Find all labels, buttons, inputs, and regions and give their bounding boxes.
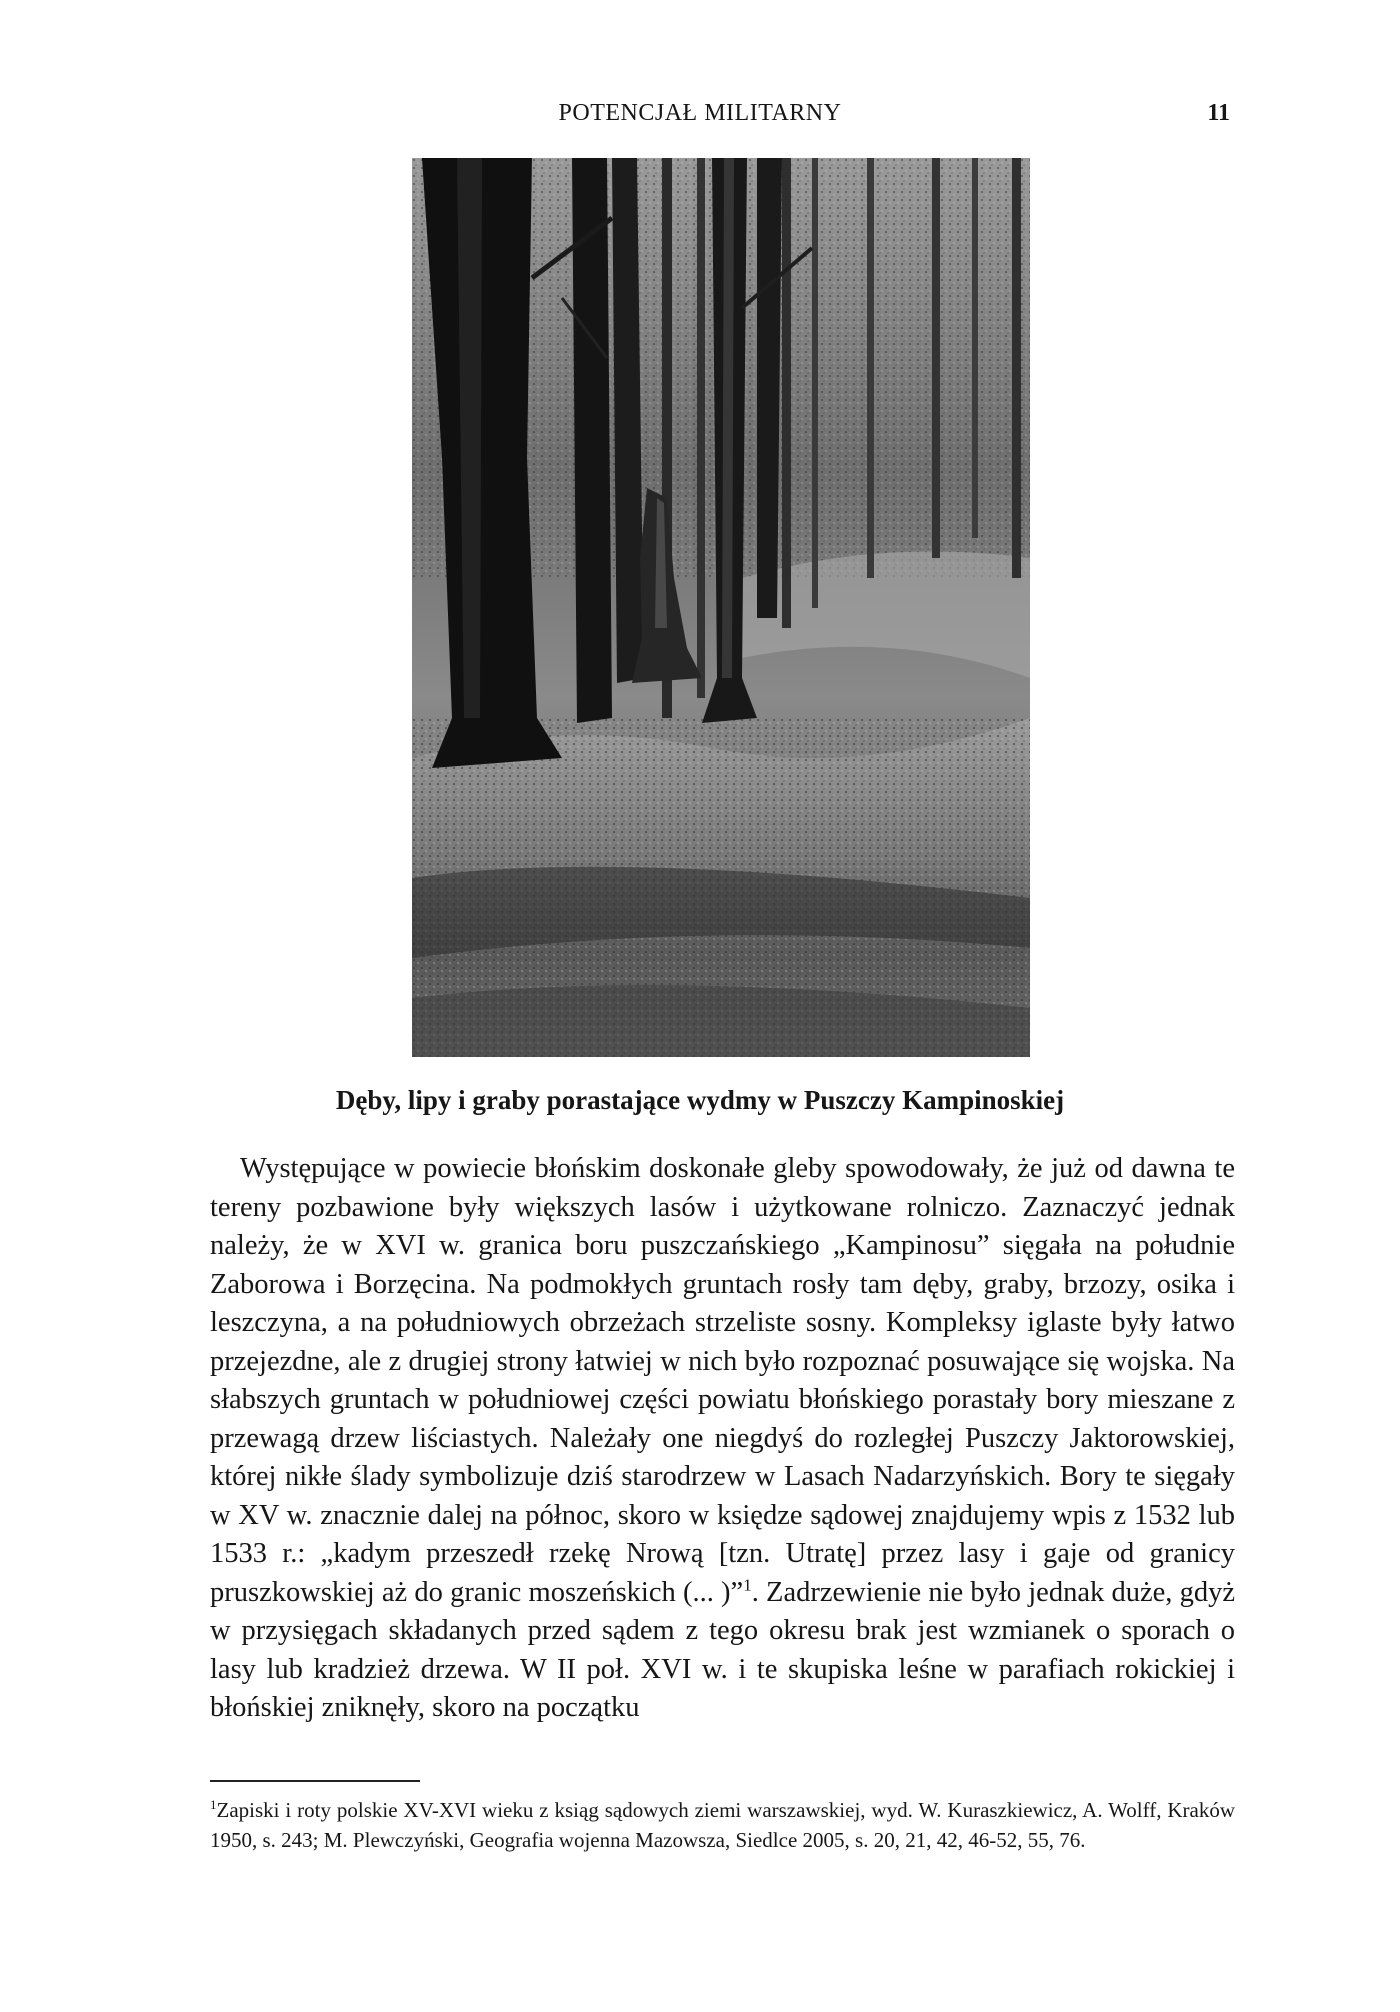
footnote-reference: 1 xyxy=(743,1575,752,1594)
paragraph-text: Występujące w powiecie błońskim doskonałe gleby spowodowały, że już od dawna te tereny pozbawione były większych lasów i użytkowane rolniczo. Zaznaczyć jednak należy, że w XVI w. granica boru puszczańskiego „Kampinosu” sięgała na południe Zaborowa i Borzęcina. Na podmokłych gruntach rosły tam dęby, graby, brzozy, osika i leszczyna, a na południowych obrzeżach strzeliste sosny. Kompleksy iglaste były łatwo przejezdne, ale z drugiej strony łatwiej w nich było rozpoznać posuwające się wojska. Na słabszych gruntach w południowej części powiatu błońskiego porastały bory mieszane z przewagą drzew liściastych. Należały one niegdyś do rozległej Puszczy Jaktorowskiej, której nikłe ślady symbolizuje dziś starodrzew w Lasach Nadarzyńskich. Bory te sięgały w XV w. znacznie dalej na północ, skoro w księdze sądowej znajdujemy wpis z 1532 lub 1533 r.: „kadym przeszedł rzekę Nrową [tzn. Utratę] przez lasy i gaje od granicy pruszkowskiej aż do granic moszeńskich (... )” xyxy=(210,1153,1235,1608)
body-paragraph xyxy=(210,1150,1235,1728)
footnote-separator xyxy=(210,1780,420,1782)
body-text xyxy=(210,1150,1235,1728)
paragraph-text-continued: . Zadrzewienie nie było jednak duże, gdyż w przysięgach składanych przed sądem z tego okresu brak jest wzmianek o sporach o lasy lub kradzież drzewa. W II poł. XVI w. i te skupiska leśne w parafiach rokickiej i błońskiej zniknęły, skoro na początku xyxy=(210,1576,1236,1723)
page-number: 11 xyxy=(1207,100,1230,126)
footnote xyxy=(210,1795,1235,1855)
footnote-text: Zapiski i roty polskie XV-XVI wieku z ksiąg sądowych ziemi warszawskiej, wyd. W. Kuraszkiewicz, A. Wolff, Kraków 1950, s. 243; M. Plewczyński, Geografia wojenna Mazowsza, Siedlce 2005, s. 20, 21, 42, 46-52, 55, 76. xyxy=(210,1798,1235,1852)
footnote-number: 1 xyxy=(210,1797,217,1812)
forest-photograph xyxy=(412,158,1030,1057)
running-title: POTENCJAŁ MILITARNY xyxy=(558,100,842,126)
figure-caption: Dęby, lipy i graby porastające wydmy w Puszczy Kampinoskiej xyxy=(335,1085,1065,1115)
